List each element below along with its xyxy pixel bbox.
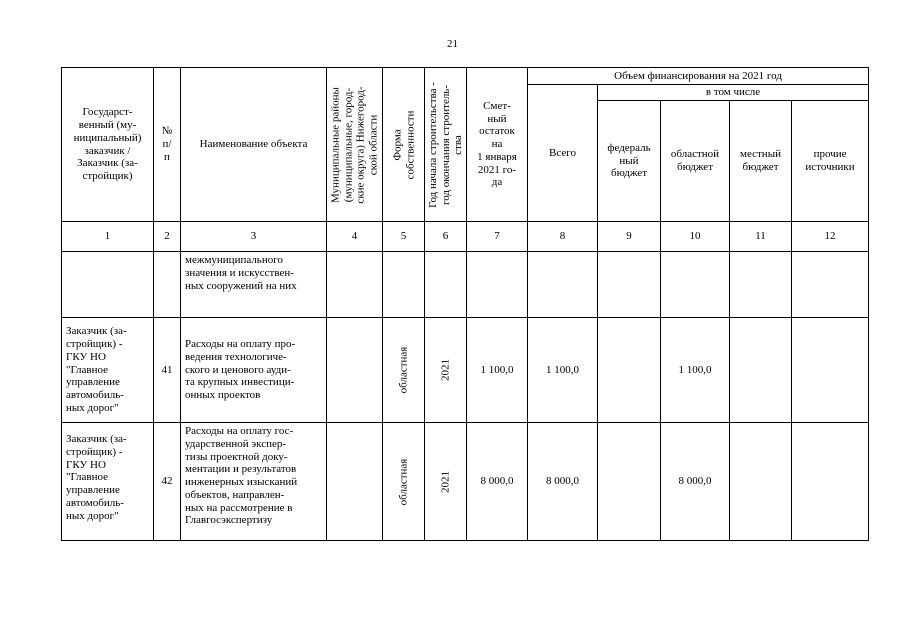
object-name-cell: [181, 252, 327, 318]
local-cell: [730, 423, 792, 541]
financing-table: [61, 67, 869, 541]
text-line: ментации и результатов: [185, 463, 297, 476]
header-regional-budget: [661, 101, 730, 222]
row-number-cell: 41: [154, 318, 181, 423]
page-number: 21: [447, 38, 458, 50]
column-number: 1: [62, 222, 154, 252]
table-row: [62, 252, 869, 318]
text-line: управление: [66, 376, 120, 389]
text-line: бюджет: [677, 161, 713, 173]
text-line: бюджет: [742, 161, 779, 173]
other-cell: [792, 252, 869, 318]
text-line: местный: [740, 148, 781, 161]
header-federal-budget: [598, 101, 661, 222]
text-line: Расходы на оплату про-: [185, 338, 296, 351]
text-line: Заказчик (за-: [66, 325, 127, 338]
years-cell: 2021: [425, 423, 467, 541]
text-line: Форма: [390, 128, 403, 161]
text-line: "Главное: [66, 363, 108, 376]
text-line: ных дорог": [66, 401, 119, 414]
text-line: источники: [805, 161, 855, 173]
row-number-cell: 42: [154, 423, 181, 541]
text-line: остаток: [479, 125, 515, 138]
regional-cell: [661, 252, 730, 318]
text-line: 1 января: [477, 150, 517, 163]
text-line: ведения технологиче-: [185, 350, 287, 363]
table-row: [62, 318, 869, 423]
text-line: автомобиль-: [66, 496, 124, 509]
column-number: 6: [425, 222, 467, 252]
text-line: п: [164, 150, 170, 163]
text-line: (муниципальные, город-: [341, 87, 354, 202]
text-line: ской области: [367, 114, 380, 175]
text-line: "Главное: [66, 471, 108, 484]
region-cell: [327, 423, 383, 541]
text-line: областной: [670, 148, 720, 161]
text-line: стройщик) -: [66, 445, 123, 458]
federal-cell: [598, 252, 661, 318]
total-cell: [528, 252, 598, 318]
text-line: межмуниципального: [185, 254, 283, 266]
text-line: ных сооружений на них: [185, 279, 297, 292]
text-line: Главгосэкспертизу: [185, 514, 273, 527]
header-ownership-form: [383, 68, 425, 222]
text-line: объектов, направлен-: [185, 488, 285, 501]
text-line: федераль: [607, 141, 651, 154]
header-estimated-remainder: [467, 68, 528, 222]
header-local-budget: [730, 101, 792, 222]
text-line: стройщик) -: [66, 338, 123, 351]
text-line: ства: [451, 134, 464, 155]
customer-cell: [62, 252, 154, 318]
column-number: 11: [730, 222, 792, 252]
regional-cell: 1 100,0: [661, 318, 730, 423]
column-number: 10: [661, 222, 730, 252]
federal-cell: [598, 423, 661, 541]
text-line: на: [491, 138, 503, 151]
object-name-cell: [181, 318, 327, 423]
other-cell: [792, 423, 869, 541]
text-line: ных на рассмотрение в: [185, 501, 293, 514]
column-number: 8: [528, 222, 598, 252]
years-cell: 2021: [425, 318, 467, 423]
column-number: 2: [154, 222, 181, 252]
text-line: Заказчик (за-: [77, 157, 138, 170]
region-cell: [327, 252, 383, 318]
local-cell: [730, 252, 792, 318]
text-line: инженерных изысканий: [185, 476, 298, 488]
header-financing-volume: Объем финансирования на 2021 год: [528, 68, 869, 85]
remainder-cell: [467, 252, 528, 318]
text-line: та крупных инвестици-: [185, 376, 295, 389]
text-line: п/: [162, 138, 172, 151]
remainder-cell: 8 000,0: [467, 423, 528, 541]
local-cell: [730, 318, 792, 423]
column-number: 12: [792, 222, 869, 252]
years-cell: [425, 252, 467, 318]
text-line: ный: [487, 112, 507, 125]
text-line: тизы проектной доку-: [185, 450, 288, 463]
text-line: управление: [66, 484, 120, 496]
table-row: [62, 423, 869, 541]
header-total: Всего: [528, 85, 598, 222]
text-line: Государст-: [82, 106, 133, 119]
text-line: ГКУ НО: [66, 458, 106, 471]
header-number: [154, 68, 181, 222]
header-customer: [62, 68, 154, 222]
text-line: прочие: [813, 148, 847, 161]
column-number-row: [62, 222, 869, 252]
regional-cell: 8 000,0: [661, 423, 730, 541]
header-construction-years: [425, 68, 467, 222]
text-line: ных дорог": [66, 509, 119, 522]
text-line: заказчик /: [84, 144, 131, 157]
total-cell: 1 100,0: [528, 318, 598, 423]
text-line: №: [161, 125, 173, 138]
text-line: ный: [619, 154, 639, 167]
text-line: Смет-: [483, 99, 511, 112]
text-line: Муниципальные районы: [329, 86, 342, 203]
header-including: в том числе: [598, 85, 869, 101]
column-number: 3: [181, 222, 327, 252]
row-number-cell: [154, 252, 181, 318]
header-object-name: Наименование объекта: [181, 68, 327, 222]
ownership-cell: [383, 252, 425, 318]
text-line: значения и искусствен-: [185, 266, 294, 279]
column-number: 5: [383, 222, 425, 252]
text-line: онных проектов: [185, 389, 261, 402]
customer-cell: [62, 423, 154, 541]
text-line: собственности: [403, 110, 416, 179]
text-line: да: [491, 176, 503, 189]
text-line: ского и ценового ауди-: [185, 363, 291, 376]
text-line: венный (му-: [78, 119, 137, 131]
ownership-cell: областная: [383, 318, 425, 423]
column-number: 4: [327, 222, 383, 252]
remainder-cell: 1 100,0: [467, 318, 528, 423]
column-number: 7: [467, 222, 528, 252]
header-municipal-districts: [327, 68, 383, 222]
customer-cell: [62, 318, 154, 423]
text-line: стройщик): [82, 170, 133, 182]
text-line: ские округа) Нижегород-: [354, 85, 367, 204]
region-cell: [327, 318, 383, 423]
text-line: Год начала строительства -: [426, 81, 439, 208]
text-line: автомобиль-: [66, 389, 124, 402]
total-cell: 8 000,0: [528, 423, 598, 541]
text-line: 2021 го-: [477, 163, 517, 176]
header-other-sources: [792, 101, 869, 222]
text-line: ниципальный): [73, 131, 142, 144]
text-line: Заказчик (за-: [66, 433, 127, 445]
object-name-cell: [181, 423, 327, 541]
other-cell: [792, 318, 869, 423]
text-line: ударственной экспер-: [185, 437, 287, 450]
text-line: Расходы на оплату гос-: [185, 425, 294, 437]
text-line: бюджет: [611, 167, 647, 180]
text-line: ГКУ НО: [66, 350, 106, 363]
ownership-cell: областная: [383, 423, 425, 541]
federal-cell: [598, 318, 661, 423]
column-number: 9: [598, 222, 661, 252]
text-line: год окончания строитель-: [439, 84, 452, 205]
